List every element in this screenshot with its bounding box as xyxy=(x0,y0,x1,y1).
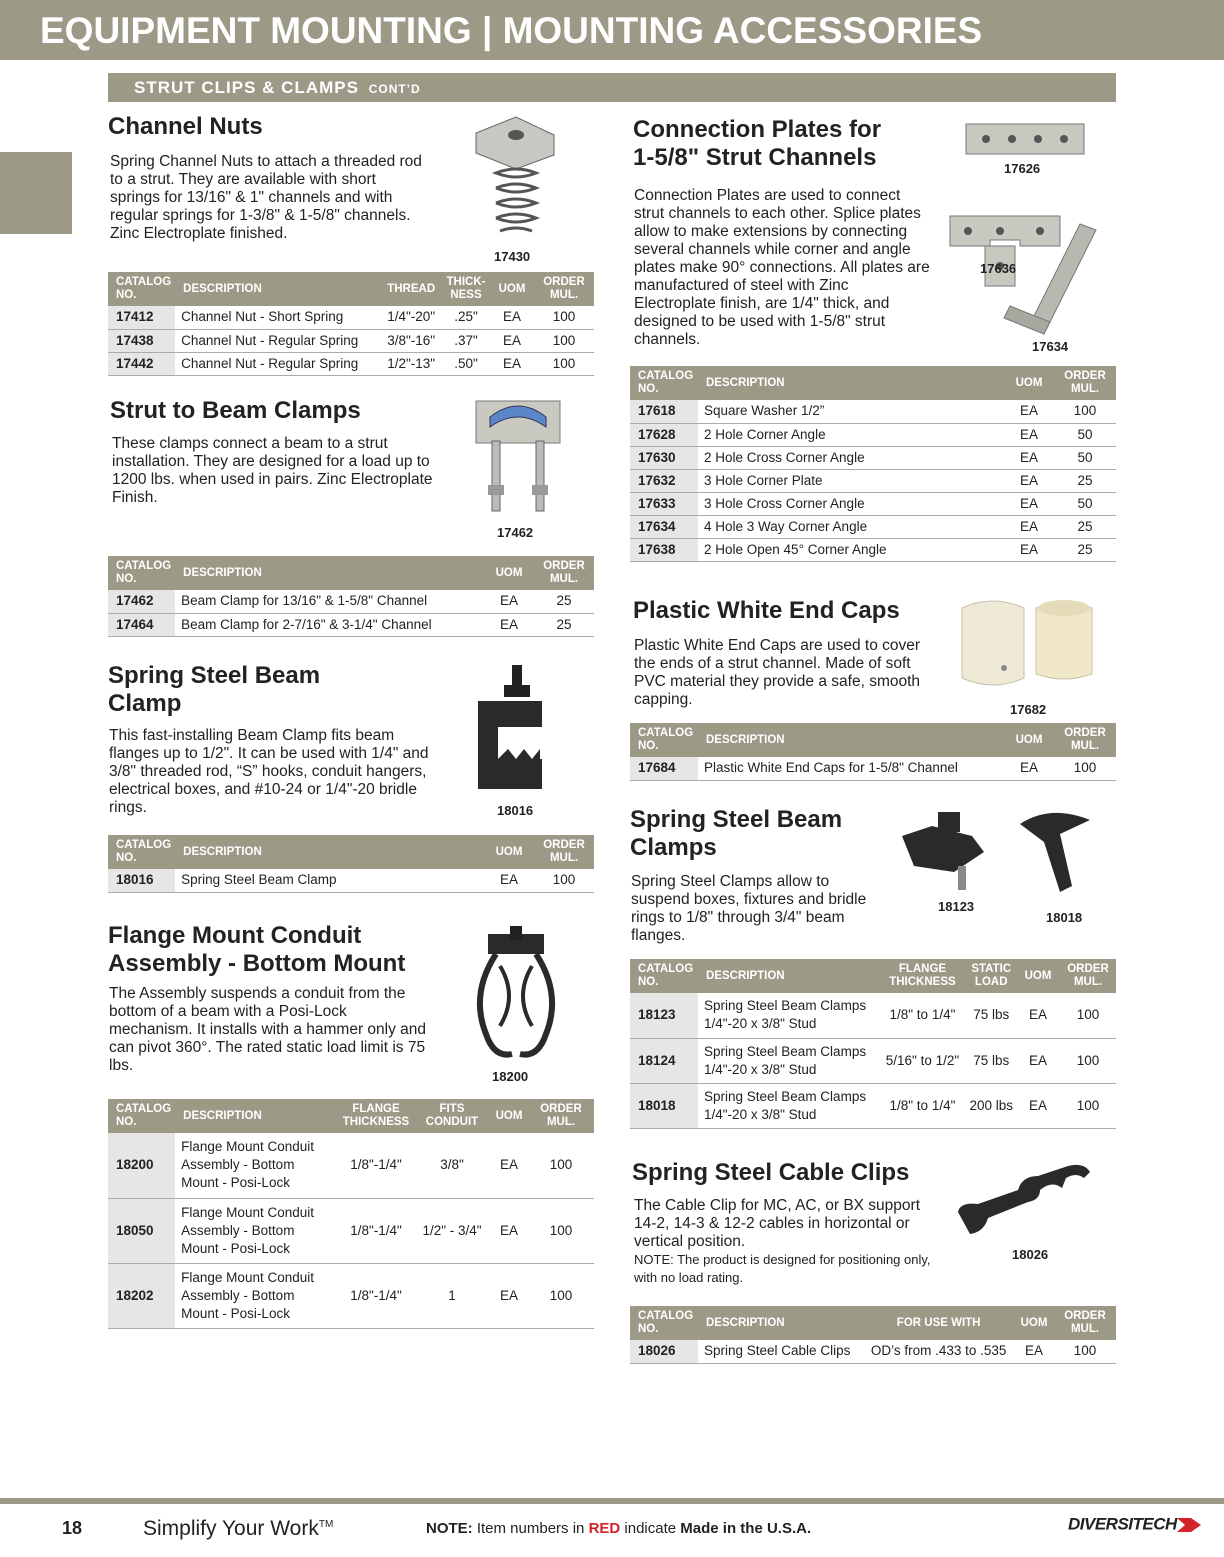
flange-title: Flange Mount Conduit Assembly - Bottom Mount xyxy=(108,922,406,977)
endcaps-desc: Plastic White End Caps are used to cover the ends of a strut channel. Made of soft PVC material they provide a safe, smooth capping. xyxy=(634,637,921,708)
image-label: 18016 xyxy=(497,803,534,818)
image-label: 17682 xyxy=(1010,702,1047,717)
logo-arrow-icon xyxy=(1177,1514,1203,1536)
beam-clamp-image xyxy=(470,397,566,517)
page-number: 18 xyxy=(62,1518,83,1538)
channel-nuts-desc: Spring Channel Nuts to attach a threaded rod to a strut. They are available with short springs for 13/16" & 1" channels and with regular springs for 1-3/8" & 1-5/8" channels. Zinc Electroplate finished. xyxy=(110,153,422,242)
image-label: 18018 xyxy=(1046,910,1083,925)
brand-logo: DIVERSITECH xyxy=(1068,1514,1203,1536)
channel-nuts-title: Channel Nuts xyxy=(108,113,263,140)
plates-desc: Connection Plates are used to connect strut channels to each other. Splice plates allow to make extensions by connecting several channels while corner and angle plates make 90° connections. All plates are manufactured of steel with Zinc Electroplate finish, are 1/4" thick, and designed to be used with 1-5/8" strut channels. xyxy=(634,187,930,348)
side-tab xyxy=(0,152,72,234)
image-label: 18026 xyxy=(1012,1247,1049,1262)
spring-clamps-desc: Spring Steel Clamps allow to suspend boxes, fixtures and bridle rings to 1/8" through 3/4" beam flanges. xyxy=(631,873,867,944)
table-row: 18124 Spring Steel Beam Clamps 1/4"-20 x 3/8" Stud 5/16" to 1/2" 75 lbs EA 100 xyxy=(630,1038,1116,1083)
table-row: 18016 Spring Steel Beam Clamp EA 100 xyxy=(108,869,594,892)
spring-clamp-table: CATALOG NO. DESCRIPTION UOM ORDER MUL. 18016 Spring Steel Beam Clamp EA 100 xyxy=(108,835,594,893)
image-label: 17626 xyxy=(1004,161,1041,176)
cable-title: Spring Steel Cable Clips xyxy=(632,1159,910,1186)
table-row: 17684 Plastic White End Caps for 1-5/8" Channel EA 100 xyxy=(630,757,1116,780)
channel-nuts-table: CATALOG NO. DESCRIPTION THREAD THICK-NESS UOM ORDER MUL. 17412 Channel Nut - Short Spring 1/4"-20" .25" EA 100 17438 Channel Nut - Regular Spring 3/8"-16" .37" EA 100 17442 Channel Nut - Regular Spring 1/2"-13" .50" EA 100 xyxy=(108,272,594,376)
strut-beam-title: Strut to Beam Clamps xyxy=(110,397,361,424)
image-label: 17462 xyxy=(497,525,534,540)
cable-table: CATALOG NO. DESCRIPTION FOR USE WITH UOM ORDER MUL. 18026 Spring Steel Cable Clips OD’s from .433 to .535 EA 100 xyxy=(630,1306,1116,1364)
footer-note: NOTE: Item numbers in RED indicate Made in the U.S.A. xyxy=(426,1520,812,1537)
table-row: 18050 Flange Mount Conduit Assembly - Bottom Mount - Posi-Lock 1/8"-1/4" 1/2" - 3/4" EA 100 xyxy=(108,1198,594,1263)
plates-table: CATALOG NO. DESCRIPTION UOM ORDER MUL. 17618 Square Washer 1/2” EA 100 17628 2 Hole Corner Angle EA 50 17630 2 Hole Cross Corner Angle EA 50 17632 3 Hole Corner Plate EA 25 17633 3 Hole Cross Corner Angle EA 50 17634 4 Hole 3 Way Corner Angle EA 25 17638 2 Hole Open 45° Corner Angle EA 25 xyxy=(630,366,1116,562)
image-label: 17634 xyxy=(1032,339,1069,354)
slogan: Simplify Your Work™ xyxy=(143,1517,334,1540)
strut-beam-table: CATALOG NO. DESCRIPTION UOM ORDER MUL. 17462 Beam Clamp for 13/16" & 1-5/8" Channel EA 25 17464 Beam Clamp for 2-7/16" & 3-1/4" Channel EA 25 xyxy=(108,556,594,637)
channel-nut-image xyxy=(466,113,562,243)
endcaps-table: CATALOG NO. DESCRIPTION UOM ORDER MUL. 17684 Plastic White End Caps for 1-5/8" Channel EA 100 xyxy=(630,723,1116,781)
image-label: 17636 xyxy=(980,261,1017,276)
section-bar: STRUT CLIPS & CLAMPS CONT’D xyxy=(108,73,1116,102)
table-row: 17634 4 Hole 3 Way Corner Angle EA 25 xyxy=(630,515,1116,538)
table-row: 17632 3 Hole Corner Plate EA 25 xyxy=(630,469,1116,492)
spring-clamp-title: Spring Steel Beam Clamp xyxy=(108,662,321,717)
image-label: 18200 xyxy=(492,1069,529,1084)
flange-table: CATALOG NO. DESCRIPTION FLANGE THICKNESS FITS CONDUIT UOM ORDER MUL. 18200 Flange Mount Conduit Assembly - Bottom Mount - Posi-Lock 1/8"-1/4" 3/8" EA 100 18050 Flange Mount Conduit Assembly - Bottom Mount - Posi-Lock 1/8"-1/4" 1/2" - 3/4" EA 100 18202 Flange Mount Conduit Assembly - Bottom Mount - Posi-Lock 1/8"-1/4" 1 EA 100 xyxy=(108,1099,594,1329)
table-row: 17412 Channel Nut - Short Spring 1/4"-20" .25" EA 100 xyxy=(108,306,594,329)
table-row: 18202 Flange Mount Conduit Assembly - Bottom Mount - Posi-Lock 1/8"-1/4" 1 EA 100 xyxy=(108,1263,594,1328)
cable-desc: The Cable Clip for MC, AC, or BX support 14-2, 14-3 & 12-2 cables in horizontal or vertical position. NOTE: The product is designed for positioning only, with no load rating. xyxy=(634,1197,931,1285)
endcaps-title: Plastic White End Caps xyxy=(633,597,900,624)
spring-clamp-image xyxy=(474,665,558,797)
table-row: 17628 2 Hole Corner Angle EA 50 xyxy=(630,423,1116,446)
flange-mount-image xyxy=(468,926,564,1064)
table-row: 17638 2 Hole Open 45° Corner Angle EA 25 xyxy=(630,538,1116,561)
table-row: 17462 Beam Clamp for 13/16" & 1-5/8" Channel EA 25 xyxy=(108,590,594,613)
table-row: 17630 2 Hole Cross Corner Angle EA 50 xyxy=(630,446,1116,469)
image-label: 17430 xyxy=(494,249,531,264)
strut-beam-desc: These clamps connect a beam to a strut installation. They are designed for a load up to 1200 lbs. when used in pairs. Zinc Electroplate Finish. xyxy=(112,435,433,506)
table-row: 17464 Beam Clamp for 2-7/16" & 3-1/4" Channel EA 25 xyxy=(108,613,594,636)
table-row: 18018 Spring Steel Beam Clamps 1/4"-20 x 3/8" Stud 1/8" to 1/4" 200 lbs EA 100 xyxy=(630,1083,1116,1128)
table-row: 17438 Channel Nut - Regular Spring 3/8"-16" .37" EA 100 xyxy=(108,329,594,352)
end-caps-image xyxy=(956,594,1098,704)
plates-title: Connection Plates for 1-5/8" Strut Channels xyxy=(633,116,882,171)
spring-clamps-image xyxy=(898,806,1102,900)
footer-divider xyxy=(0,1498,1224,1504)
image-label: 18123 xyxy=(938,899,975,914)
table-row: 17618 Square Washer 1/2” EA 100 xyxy=(630,400,1116,423)
spring-clamps-table: CATALOG NO. DESCRIPTION FLANGE THICKNESS STATIC LOAD UOM ORDER MUL. 18123 Spring Steel Beam Clamps 1/4"-20 x 3/8" Stud 1/8" to 1/4" 75 lbs EA 100 18124 Spring Steel Beam Clamps 1/4"-20 x 3/8" Stud 5/16" to 1/2" 75 lbs EA 100 18018 Spring Steel Beam Clamps 1/4"-20 x 3/8" Stud 1/8" to 1/4" 200 lbs EA 100 xyxy=(630,959,1116,1129)
table-row: 18200 Flange Mount Conduit Assembly - Bottom Mount - Posi-Lock 1/8"-1/4" 3/8" EA 100 xyxy=(108,1133,594,1198)
table-row: 17633 3 Hole Cross Corner Angle EA 50 xyxy=(630,492,1116,515)
table-row: 18123 Spring Steel Beam Clamps 1/4"-20 x 3/8" Stud 1/8" to 1/4" 75 lbs EA 100 xyxy=(630,993,1116,1038)
spring-clamp-desc: This fast-installing Beam Clamp fits beam flanges up to 1/2". It can be used with 1/4" and 3/8" threaded rod, “S” hooks, conduit hangers, electrical boxes, and #10-24 or 1/4"-20 bridle rings. xyxy=(109,727,429,816)
table-row: 17442 Channel Nut - Regular Spring 1/2"-13" .50" EA 100 xyxy=(108,352,594,375)
page-banner: EQUIPMENT MOUNTING | MOUNTING ACCESSORIES xyxy=(0,0,1224,60)
cable-clip-image xyxy=(950,1156,1100,1240)
connection-plates-image xyxy=(940,116,1100,338)
spring-clamps-title: Spring Steel Beam Clamps xyxy=(630,806,843,861)
table-row: 18026 Spring Steel Cable Clips OD’s from .433 to .535 EA 100 xyxy=(630,1340,1116,1363)
flange-desc: The Assembly suspends a conduit from the bottom of a beam with a Posi-Lock mechanism. It installs with a hammer only and can pivot 360°. The rated static load limit is 75 lbs. xyxy=(109,985,427,1074)
